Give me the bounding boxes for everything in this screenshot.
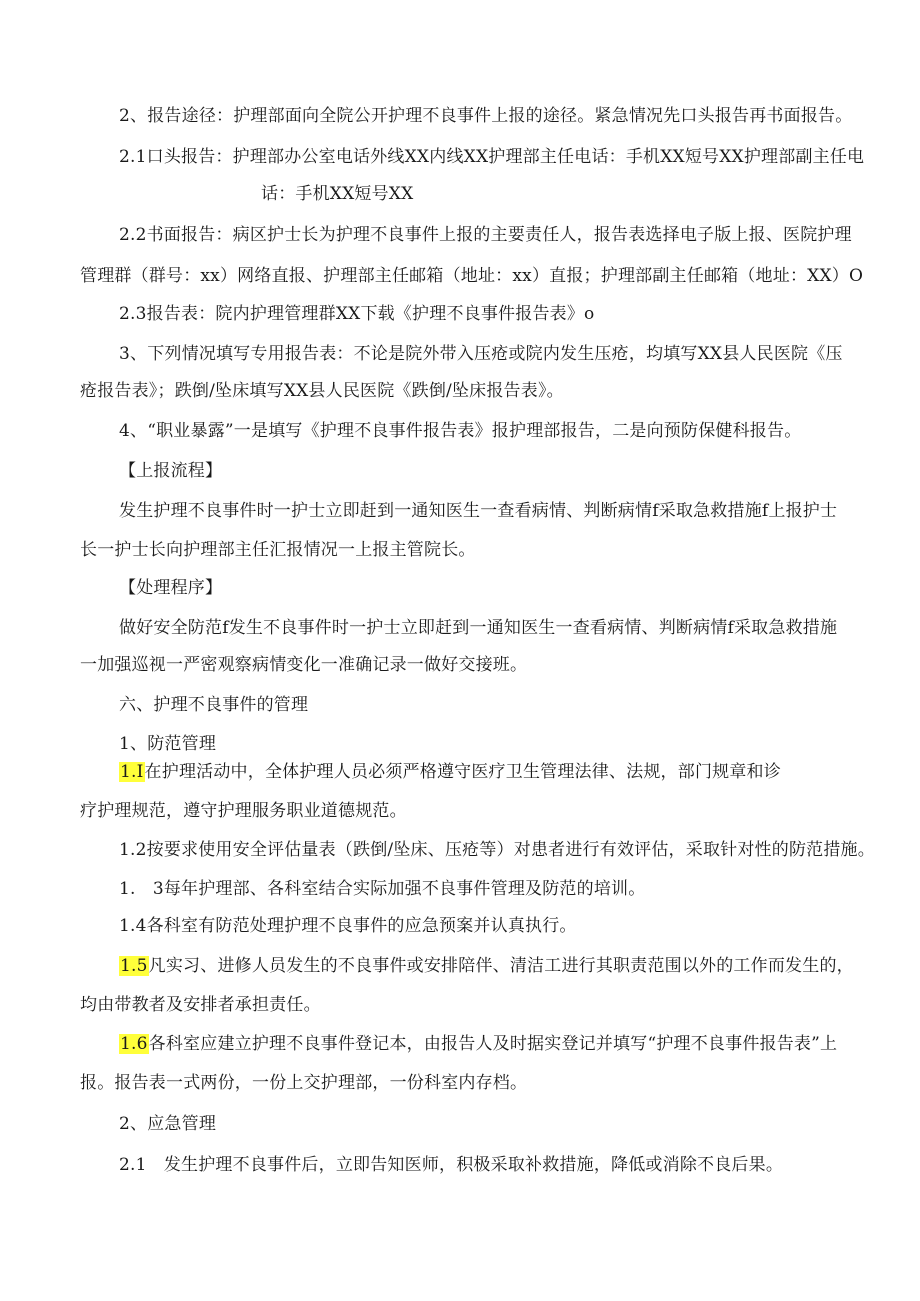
text-line-5: 管理群（群号：xx）网络直报、护理部主任邮箱（地址：xx）直报；护理部副主任邮箱（地址：XX）O bbox=[80, 266, 864, 286]
highlight-1-1: 1.I bbox=[120, 762, 144, 782]
text-line-8: 疮报告表》；跌倒/坠床填写XX县人民医院《跌倒/坠床报告表》。 bbox=[80, 381, 564, 401]
subheading-emergency: 2、应急管理 bbox=[119, 1114, 217, 1134]
text-line-4: 2.2书面报告：病区护士长为护理不良事件上报的主要责任人，报告表选择电子版上报、医院护理 bbox=[119, 225, 852, 245]
text-line-11: 发生护理不良事件时一护士立即赶到一通知医生一查看病情、判断病情f采取急救措施f上报护士 bbox=[119, 501, 838, 521]
text-line-23 bbox=[119, 954, 854, 978]
text-line-24: 均由带教者及安排者承担责任。 bbox=[80, 995, 321, 1015]
text-line-9: 4、“职业暴露”一是填写《护理不良事件报告表》报护理部报告，二是向预防保健科报告。 bbox=[119, 421, 802, 441]
text-line-7: 3、下列情况填写专用报告表：不论是院外带入压疮或院内发生压疮，均填写XX县人民医院《压 bbox=[119, 344, 843, 364]
text-line-25 bbox=[119, 1032, 837, 1056]
section-heading-reporting-flow: 【上报流程】 bbox=[119, 461, 223, 481]
text-line-28: 2.1 发生护理不良事件后，立即告知医师，积极采取补救措施，降低或消除不良后果。 bbox=[119, 1155, 784, 1175]
section-heading-handling-procedure: 【处理程序】 bbox=[119, 578, 223, 598]
text-line-18-body: 在护理活动中，全体护理人员必须严格遵守医疗卫生管理法律、法规，部门规章和诊 bbox=[144, 762, 781, 782]
text-line-3: 话：手机XX短号XX bbox=[261, 184, 414, 204]
text-line-1: 2、报告途径：护理部面向全院公开护理不良事件上报的途径。紧急情况先口头报告再书面报告。 bbox=[119, 106, 853, 126]
text-line-20: 1.2按要求使用安全评估量表（跌倒/坠床、压疮等）对患者进行有效评估，采取针对性的防范措施。 bbox=[119, 840, 875, 860]
text-line-6: 2.3报告表：院内护理管理群XX下载《护理不良事件报告表》o bbox=[119, 304, 595, 324]
subheading-prevention: 1、防范管理 bbox=[119, 734, 217, 754]
text-line-2: 2.1口头报告：护理部办公室电话外线XX内线XX护理部主任电话：手机XX短号XX护理部副主任电 bbox=[119, 147, 865, 167]
text-line-22: 1.4各科室有防范处理护理不良事件的应急预案并认真执行。 bbox=[119, 916, 577, 936]
text-line-25-body: 各科室应建立护理不良事件登记本，由报告人及时据实登记并填写“护理不良事件报告表”上 bbox=[148, 1034, 838, 1054]
text-line-23-body: 凡实习、进修人员发生的不良事件或安排陪伴、清洁工进行其职责范围以外的工作而发生的， bbox=[148, 956, 854, 976]
text-line-15: 一加强巡视一严密观察病情变化一准确记录一做好交接班。 bbox=[80, 655, 528, 675]
text-line-21: 1. 3每年护理部、各科室结合实际加强不良事件管理及防范的培训。 bbox=[119, 879, 646, 899]
text-line-14: 做好安全防范f发生不良事件时一护士立即赶到一通知医生一查看病情、判断病情f采取急救措施 bbox=[119, 618, 838, 638]
text-line-26: 报。报告表一式两份，一份上交护理部，一份科室内存档。 bbox=[80, 1073, 528, 1093]
highlight-1-6: 1.6 bbox=[120, 1034, 148, 1054]
text-line-12: 长一护士长向护理部主任汇报情况一上报主管院长。 bbox=[80, 540, 476, 560]
section-heading-six: 六、护理不良事件的管理 bbox=[119, 695, 309, 715]
highlight-1-5: 1.5 bbox=[120, 956, 148, 976]
text-line-19: 疗护理规范，遵守护理服务职业道德规范。 bbox=[80, 801, 407, 821]
text-line-18 bbox=[119, 760, 781, 784]
